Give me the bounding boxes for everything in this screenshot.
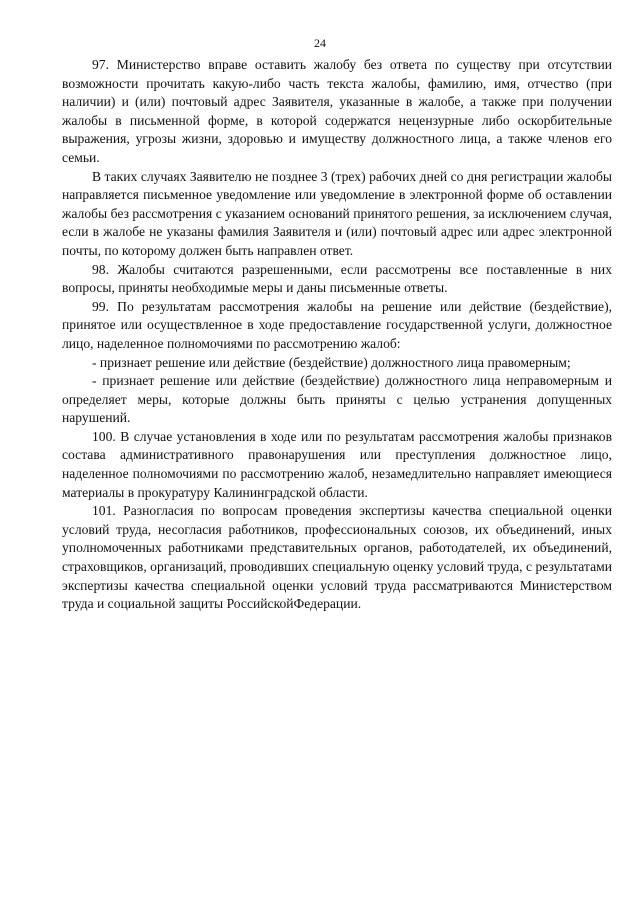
paragraph-97: 97. Министерство вправе оставить жалобу без ответа по существу при отсутствии возможности прочитать какую-либо часть текста жалобы, фамилию, имя, отчество (при наличии) и (или) почтовый адрес Заявителя, указанные в жалобе, а также при получении жалобы в письменной форме, в которой содержатся нецензурные либо оскорбительные выражения, угрозы жизни, здоровью и имуществу должностного лица, а также членов его семьи.: [62, 57, 612, 165]
document-body: [62, 56, 612, 614]
page-number: 24: [314, 36, 326, 50]
paragraph-100: 100. В случае установления в ходе или по результатам рассмотрения жалобы признаков состава административного правонарушения или преступления должностное лицо, наделенное полномочиями по рассмотрению жалоб, незамедлительно направляет имеющиеся материалы в прокуратуру Калининградской области.: [62, 428, 612, 500]
paragraph-99-item-lawful: - признает решение или действие (бездействие) должностного лица правомерным;: [92, 354, 571, 370]
paragraph-101: 101. Разногласия по вопросам проведения экспертизы качества специальной оценки условий труда, несогласия работников, профессиональных союзов, их объединений, иных уполномоченных работниками представительных органов, работодателей, их объединений, страховщиков, организаций, проводивших специальную оценку условий труда, с результатами экспертизы качества специальной оценки условий труда рассматриваются Министерством труда и социальной защиты РоссийскойФедерации.: [62, 503, 612, 612]
paragraph-97-notice: В таких случаях Заявителю не позднее 3 (трех) рабочих дней со дня регистрации жалобы направляется письменное уведомление или уведомление в электронной форме об оставлении жалобы без рассмотрения с указанием оснований принятого решения, за исключением случая, если в жалобе не указаны фамилия Заявителя и (или) почтовый адрес или адрес электронной почты, по которому должен быть направлен ответ.: [62, 168, 612, 258]
paragraph-98: 98. Жалобы считаются разрешенными, если рассмотрены все поставленные в них вопросы, приняты необходимые меры и даны письменные ответы.: [62, 261, 612, 296]
paragraph-99: 99. По результатам рассмотрения жалобы на решение или действие (бездействие), принятое или осуществленное в ходе предоставление государственной услуги, должностное лицо, наделенное полномочиями по рассмотрению жалоб:: [62, 298, 612, 351]
paragraph-99-item-unlawful: - признает решение или действие (бездействие) должностного лица неправомерным и определяет меры, которые должны быть приняты с целью устранения допущенных нарушений.: [62, 373, 612, 426]
